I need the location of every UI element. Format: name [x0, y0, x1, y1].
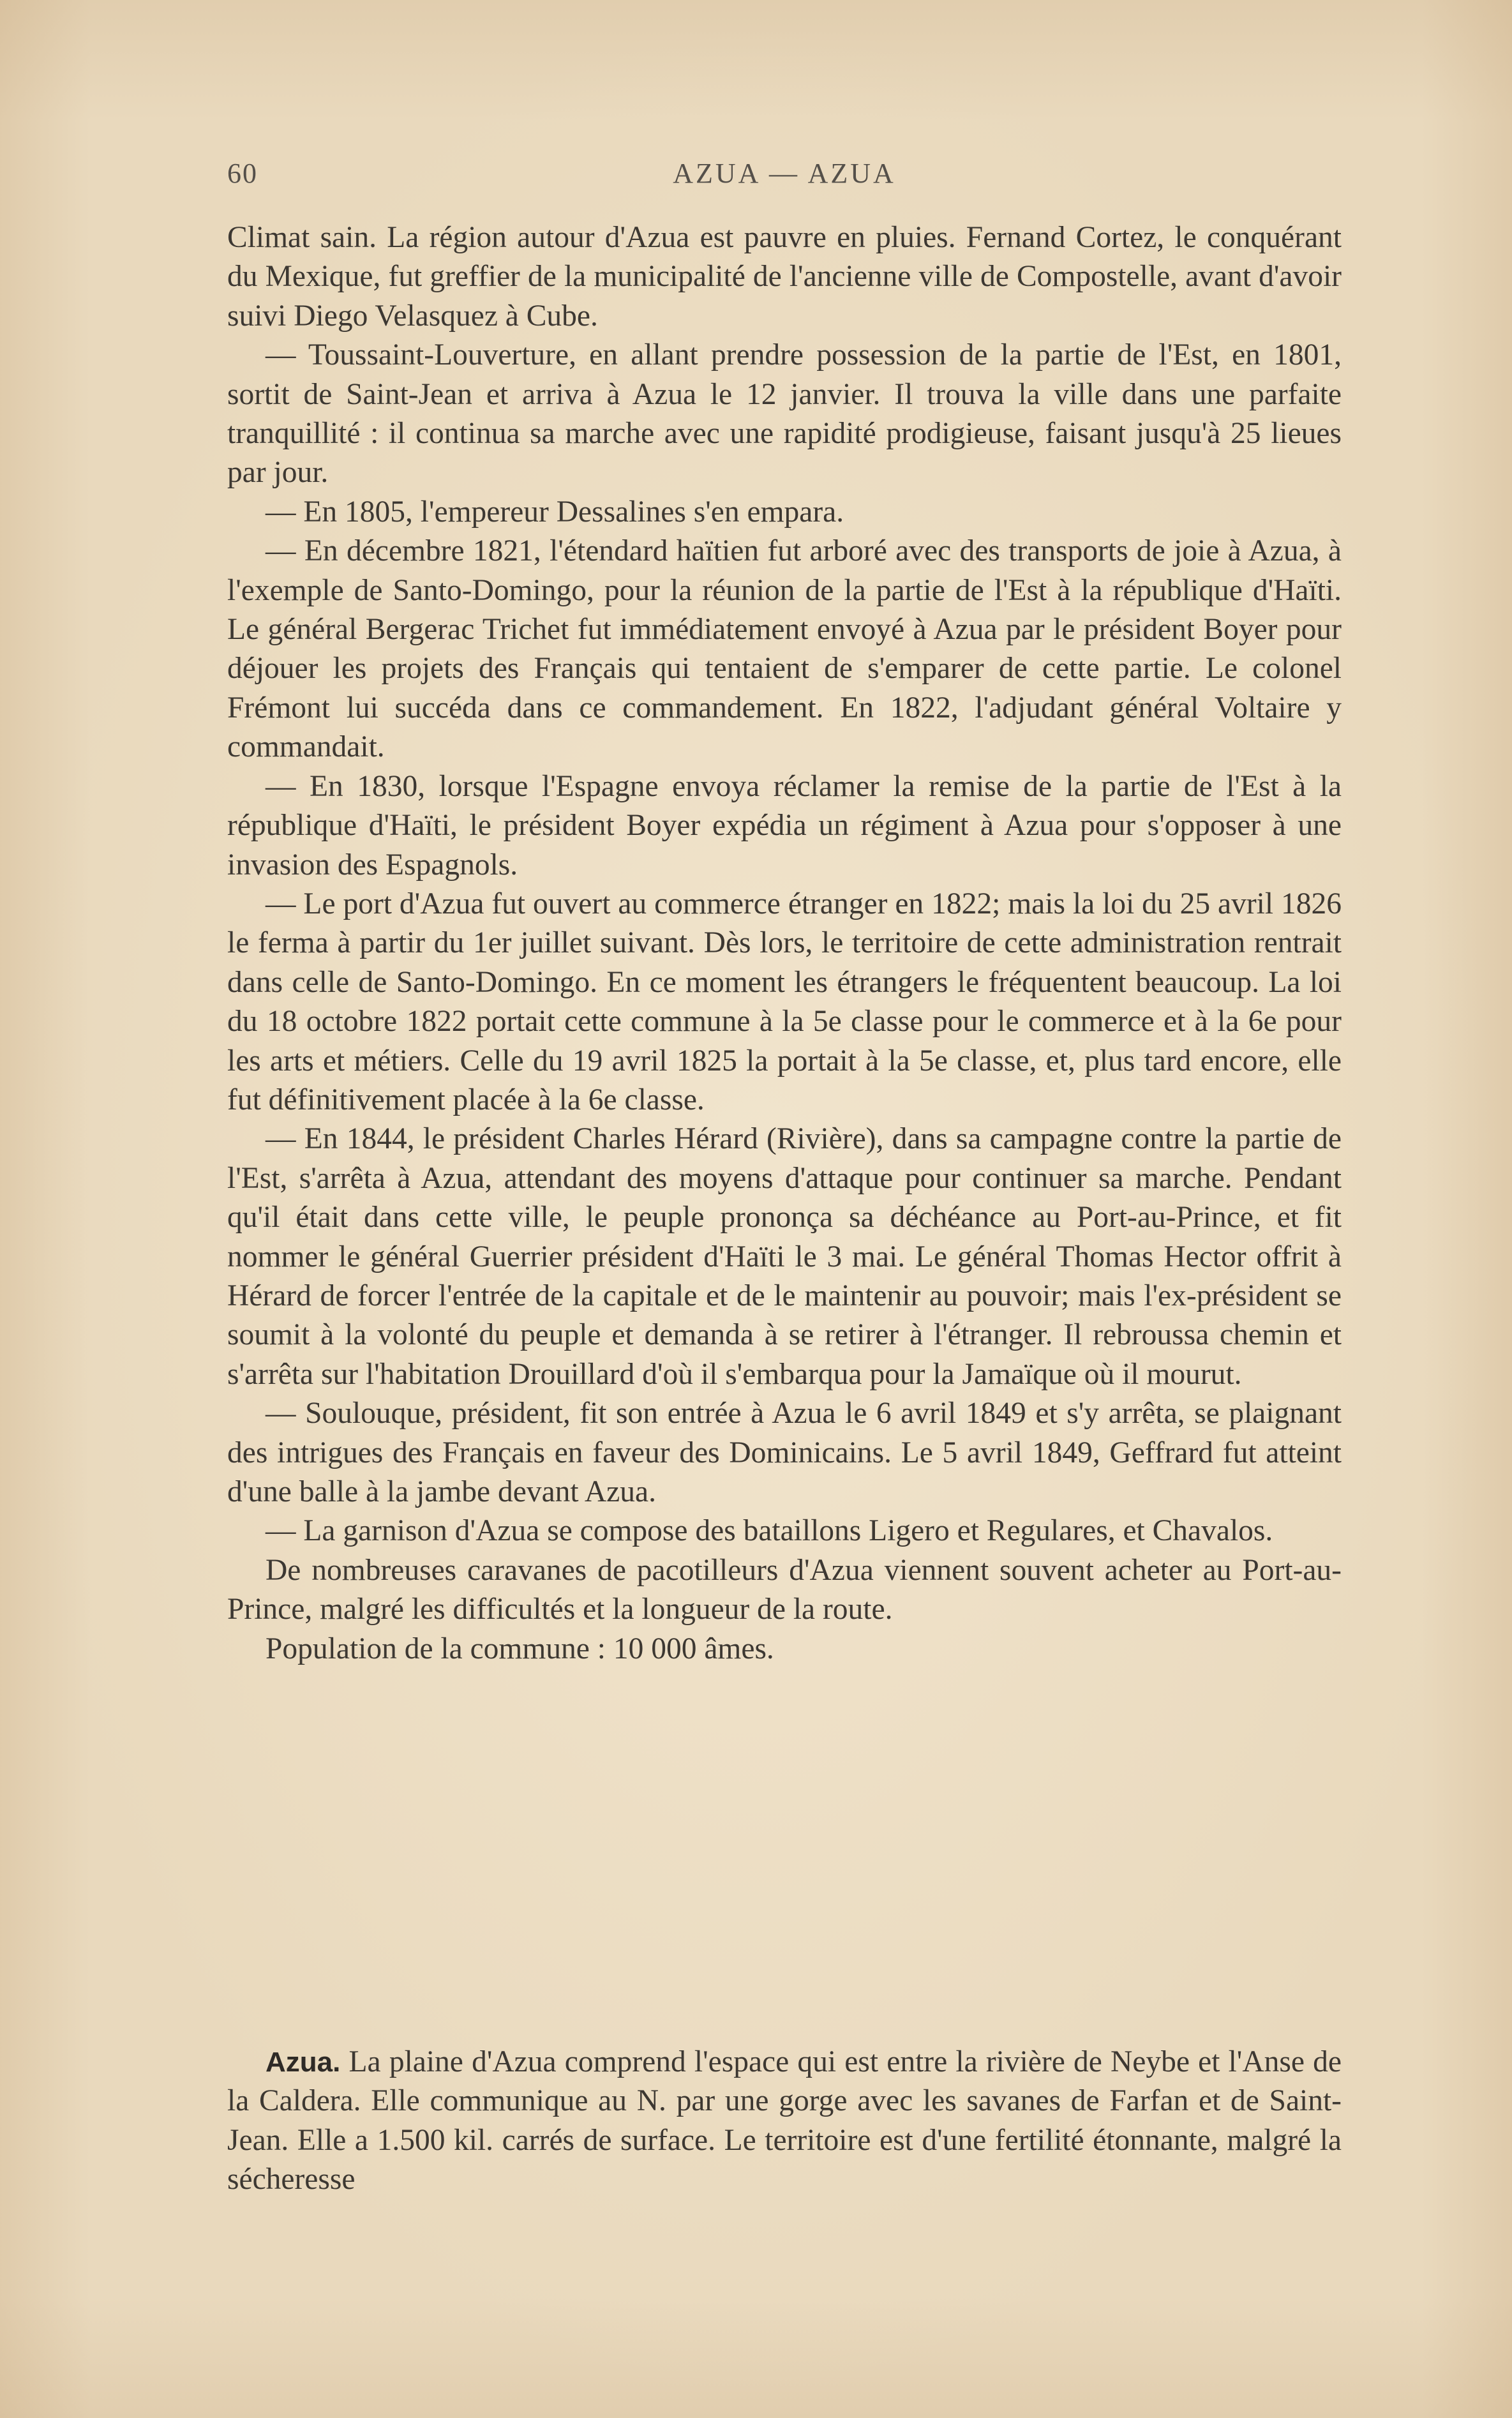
paragraph: Population de la commune : 10 000 âmes. — [266, 1632, 774, 1665]
dictionary-entry — [227, 2043, 1342, 2200]
page-number: 60 — [227, 158, 258, 189]
paragraph: Climat sain. La région autour d'Azua est pauvre en pluies. Fernand Cortez, le conquérant du Mexique, fut greffier de la municipalité de l'ancienne ville de Compostelle, avant d'avoir suivi Diego Velasquez à Cube. — [227, 221, 1342, 333]
paragraph: — En 1805, l'empereur Dessalines s'en empara. — [266, 495, 844, 529]
paragraph: — En 1830, lorsque l'Espagne envoya réclamer la remise de la partie de l'Est à la république d'Haïti, le président Boyer expédia un régiment à Azua pour s'opposer à une invasion des Espagnols. — [227, 769, 1342, 882]
paragraph: — La garnison d'Azua se compose des bataillons Ligero et Regulares, et Chavalos. — [266, 1514, 1273, 1548]
paragraph: — Le port d'Azua fut ouvert au commerce étranger en 1822; mais la loi du 25 avril 1826 le ferma à partir du 1er juillet suivant. Dès lors, le territoire de cette administration rentrait dans celle de Santo-Domingo. En ce moment les étrangers le fréquentent beaucoup. La loi du 18 octobre 1822 portait cette commune à la 5e classe pour le commerce et à la 6e pour les arts et métiers. Celle du 19 avril 1825 la portait à la 5e classe, et, plus tard encore, elle fut définitivement placée à la 6e classe. — [227, 887, 1342, 1116]
entry-paragraph — [227, 2043, 1342, 2200]
page-header — [227, 157, 1342, 195]
paragraph: — En 1844, le président Charles Hérard (Rivière), dans sa campagne contre la partie de l'Est, s'arrêta à Azua, attendant des moyens d'attaque pour continuer sa marche. Pendant qu'il était dans cette ville, le peuple prononça sa déchéance au Port-au-Prince, et fit nommer le général Guerrier président d'Haïti le 3 mai. Le général Thomas Hector offrit à Hérard de forcer l'entrée de la capitale et de le maintenir au pouvoir; mais l'ex-président se soumit à la volonté du peuple et demanda à se retirer à l'étranger. Il rebroussa chemin et s'arrêta sur l'habitation Drouillard d'où il s'embarqua pour la Jamaïque où il mourut. — [227, 1122, 1342, 1391]
paragraph: De nombreuses caravanes de pacotilleurs d'Azua viennent souvent acheter au Port-au-Prince, malgré les difficultés et la longueur de la route. — [227, 1553, 1342, 1626]
body-text — [227, 218, 1342, 1669]
entry-text: La plaine d'Azua comprend l'espace qui est entre la rivière de Neybe et l'Anse de la Caldera. Elle communique au N. par une gorge avec les savanes de Farfan et de Saint-Jean. Elle a 1.500 kil. carrés de surface. Le territoire est d'une fertilité étonnante, malgré la sécheresse — [227, 2045, 1342, 2196]
paragraph: — En décembre 1821, l'étendard haïtien fut arboré avec des transports de joie à Azua, à l'exemple de Santo-Domingo, pour la réunion de la partie de l'Est à la république d'Haïti. Le général Bergerac Trichet fut immédiatement envoyé à Azua par le président Boyer pour déjouer les projets des Français qui tentaient de s'emparer de cette partie. Le colonel Frémont lui succéda dans ce commandement. En 1822, l'adjudant général Voltaire y commandait. — [227, 534, 1342, 764]
entry-headword: Azua. — [266, 2046, 341, 2078]
running-title: AZUA — AZUA — [673, 158, 896, 189]
paragraph: — Toussaint-Louverture, en allant prendre possession de la partie de l'Est, en 1801, sortit de Saint-Jean et arriva à Azua le 12 janvier. Il trouva la ville dans une parfaite tranquillité : il continua sa marche avec une rapidité prodigieuse, faisant jusqu'à 25 lieues par jour. — [227, 338, 1342, 490]
paragraph: — Soulouque, président, fit son entrée à Azua le 6 avril 1849 et s'y arrêta, se plaignant des intrigues des Français en faveur des Dominicains. Le 5 avril 1849, Geffrard fut atteint d'une balle à la jambe devant Azua. — [227, 1397, 1342, 1508]
